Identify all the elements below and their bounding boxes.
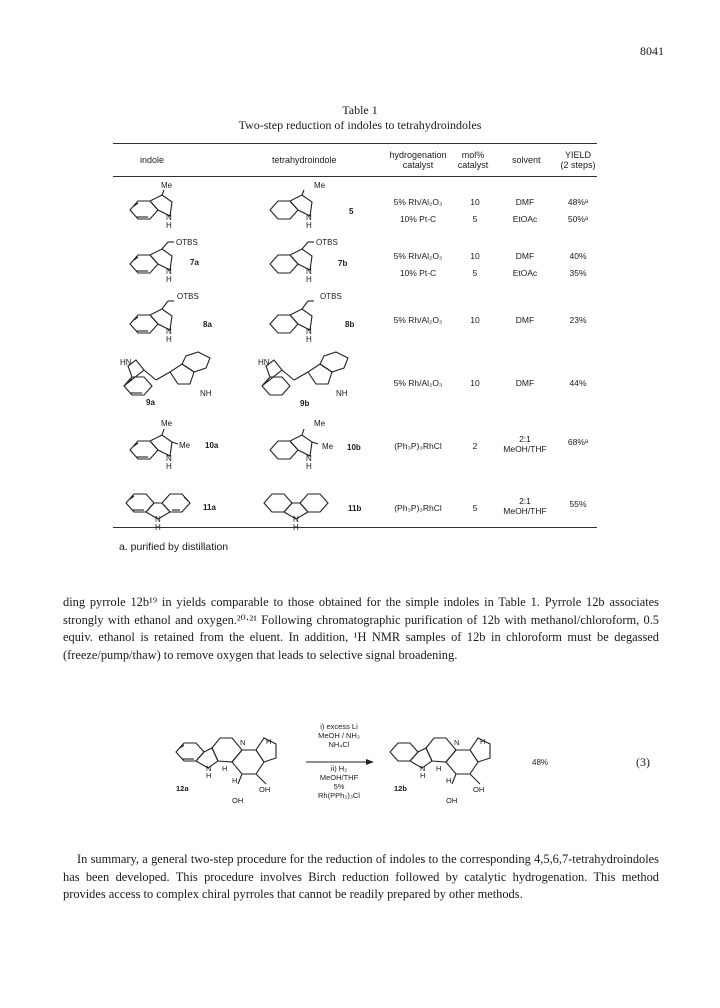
table-subtitle: Two-step reduction of indoles to tetrahydroindoles	[238, 118, 482, 132]
compound-label: 10a	[205, 441, 219, 450]
hydrogen-label: H	[306, 275, 312, 284]
header-mol-percent: mol% catalyst	[457, 150, 489, 170]
catalyst-cell: (Ph₃P)₃RhCl	[394, 503, 442, 513]
structure-tetrahydroindole-row5	[262, 426, 342, 481]
reagents-step-1: i) excess Li MeOH / NH₃ NH₄Cl	[318, 722, 360, 749]
solvent-cell: 2:1 MeOH/THF	[503, 434, 547, 454]
yield-cell: 48%ᵃ	[567, 197, 589, 207]
hydrogen-label: H	[306, 462, 312, 471]
catalyst-cell: 5% Rh/Al₂O₃	[393, 315, 443, 325]
nitrogen-label: N	[293, 515, 299, 524]
methyl-label: Me	[314, 419, 326, 428]
methyl-label: Me	[161, 181, 173, 190]
hydrogen-label: H	[420, 771, 426, 780]
structure-tetrahydroindole-row3	[262, 298, 342, 353]
hydrogen-label: H	[266, 737, 272, 746]
compound-label: 11b	[348, 504, 362, 513]
compound-label: 8a	[203, 320, 212, 329]
structure-indole-row1	[124, 188, 204, 243]
equation-number: (3)	[636, 755, 650, 769]
compound-label: 9b	[300, 399, 310, 408]
hydrogen-label: H	[436, 764, 442, 773]
hydrogen-label: H	[306, 221, 312, 230]
catalyst-cell: 5% Rh/Al₂O₃	[393, 197, 443, 207]
hydrogen-label: H	[306, 335, 312, 344]
mol-cell: 10	[470, 251, 480, 261]
nh-label: NH	[336, 389, 348, 398]
hydroxyl-label: OH	[473, 785, 485, 794]
nitrogen-label: N	[454, 738, 460, 747]
otbs-label: OTBS	[177, 292, 199, 301]
mol-cell: 10	[470, 315, 480, 325]
header-solvent: solvent	[512, 155, 541, 165]
hydrogen-label: H	[232, 776, 238, 785]
methyl-label: Me	[322, 442, 334, 451]
methyl-label: Me	[314, 181, 326, 190]
solvent-cell: DMF	[515, 378, 535, 388]
otbs-label: OTBS	[316, 238, 338, 247]
solvent-cell: 2:1 MeOH/THF	[503, 496, 547, 516]
methyl-label: Me	[179, 441, 191, 450]
structure-tetrahydroindole-row4	[256, 356, 386, 411]
mol-cell: 10	[470, 378, 480, 388]
nitrogen-label: N	[420, 764, 426, 773]
compound-label: 7b	[338, 259, 348, 268]
nitrogen-label: N	[306, 267, 312, 276]
catalyst-cell: (Ph₃P)₃RhCl	[394, 441, 442, 451]
structure-indole-row3	[124, 298, 204, 353]
compound-label-12b: 12b	[394, 784, 407, 793]
nitrogen-label: N	[306, 327, 312, 336]
yield-cell: 40%	[569, 251, 587, 261]
nitrogen-label: N	[306, 454, 312, 463]
mol-cell: 2	[472, 441, 478, 451]
methyl-label: Me	[161, 419, 173, 428]
compound-label: 11a	[203, 503, 216, 512]
nitrogen-label: N	[240, 738, 246, 747]
page-number: 8041	[640, 44, 664, 58]
table-title: Table 1	[342, 103, 378, 117]
yield-cell: 55%	[569, 499, 587, 509]
otbs-label: OTBS	[176, 238, 198, 247]
hydrogen-label: H	[166, 462, 172, 471]
structure-indole-row5	[124, 426, 204, 481]
mol-cell: 5	[472, 268, 478, 278]
mol-cell: 5	[472, 503, 478, 513]
structure-tetrahydroindole-row6	[258, 485, 358, 532]
nitrogen-label: N	[155, 515, 161, 524]
nitrogen-label: N	[306, 213, 312, 222]
hydrogen-label: H	[166, 275, 172, 284]
nitrogen-label: N	[206, 764, 212, 773]
body-paragraph-1: ding pyrrole 12b¹⁹ in yields comparable to those obtained for the simple indoles in Table 1. Pyrrole 12b associates strongly with ethanol and oxygen.²⁰‧²¹ Following chromatographic purification of 12b with methanol/chloroform, 0.5 equiv. ethanol is retained from the eluent. In addition, ¹H NMR samples of 12b in chloroform must be degassed (freeze/pump/thaw) to remove oxygen that leads to selective signal broadening.	[63, 595, 659, 662]
compound-label: 10b	[347, 443, 361, 452]
compound-label-12a: 12a	[176, 784, 189, 793]
solvent-cell: DMF	[515, 251, 535, 261]
catalyst-cell: 10% Pt-C	[399, 268, 437, 278]
catalyst-cell: 5% Rh/Al₂O₃	[393, 378, 443, 388]
hn-label: HN	[120, 358, 132, 367]
hydrogen-label: H	[446, 776, 452, 785]
structure-tetrahydroindole-row1	[262, 188, 342, 243]
nh-label: NH	[200, 389, 212, 398]
mol-cell: 10	[470, 197, 480, 207]
header-hydrogenation-catalyst: hydrogenation catalyst	[389, 150, 447, 170]
table-caption	[0, 103, 720, 133]
compound-label: 8b	[345, 320, 355, 329]
scheme-yield: 48%	[532, 758, 549, 767]
yield-cell: 44%	[569, 378, 587, 388]
yield-cell: 50%ᵃ	[567, 214, 589, 224]
yield-cell: 68%ᵃ	[567, 437, 589, 447]
body-paragraph-2: In summary, a general two-step procedure for the reduction of indoles to the corresponding 4,5,6,7-tetrahydroindoles has been developed. This procedure involves Birch reduction followed by catalytic hydrogenation. This method provides access to complex chiral pyrroles that cannot be readily prepared by other methods.	[63, 852, 659, 901]
solvent-cell: EtOAc	[512, 214, 538, 224]
nitrogen-label: N	[166, 454, 172, 463]
header-tetrahydroindole: tetrahydroindole	[272, 155, 337, 165]
hydrogen-label: H	[480, 737, 486, 746]
hydrogen-label: H	[166, 335, 172, 344]
nitrogen-label: N	[166, 267, 172, 276]
header-yield: YIELD (2 steps)	[560, 150, 596, 170]
yield-cell: 35%	[569, 268, 587, 278]
catalyst-cell: 5% Rh/Al₂O₃	[393, 251, 443, 261]
table-header-rule	[113, 176, 597, 177]
reagents-step-2: ii) H₂ MeOH/THF 5% Rh(PPh₃)₃Cl	[318, 764, 360, 800]
table-footnote: a. purified by distillation	[119, 541, 229, 553]
yield-cell: 23%	[569, 315, 587, 325]
otbs-label: OTBS	[320, 292, 342, 301]
compound-label: 7a	[190, 258, 199, 267]
hydroxyl-label: OH	[446, 796, 458, 805]
header-indole: indole	[140, 155, 165, 165]
compound-label: 5	[349, 207, 354, 216]
hydrogen-label: H	[166, 221, 172, 230]
solvent-cell: DMF	[515, 197, 535, 207]
structure-indole-row4	[118, 356, 248, 411]
nitrogen-label: N	[166, 327, 172, 336]
table-top-rule	[113, 143, 597, 144]
nitrogen-label: N	[166, 213, 172, 222]
hydrogen-label: H	[206, 771, 212, 780]
hydroxyl-label: OH	[259, 785, 271, 794]
solvent-cell: DMF	[515, 315, 535, 325]
table-bottom-rule	[113, 527, 597, 528]
compound-label: 9a	[146, 398, 155, 407]
solvent-cell: EtOAc	[512, 268, 538, 278]
hydroxyl-label: OH	[232, 796, 244, 805]
mol-cell: 5	[472, 214, 478, 224]
hn-label: HN	[258, 358, 270, 367]
hydrogen-label: H	[222, 764, 228, 773]
catalyst-cell: 10% Pt-C	[399, 214, 437, 224]
